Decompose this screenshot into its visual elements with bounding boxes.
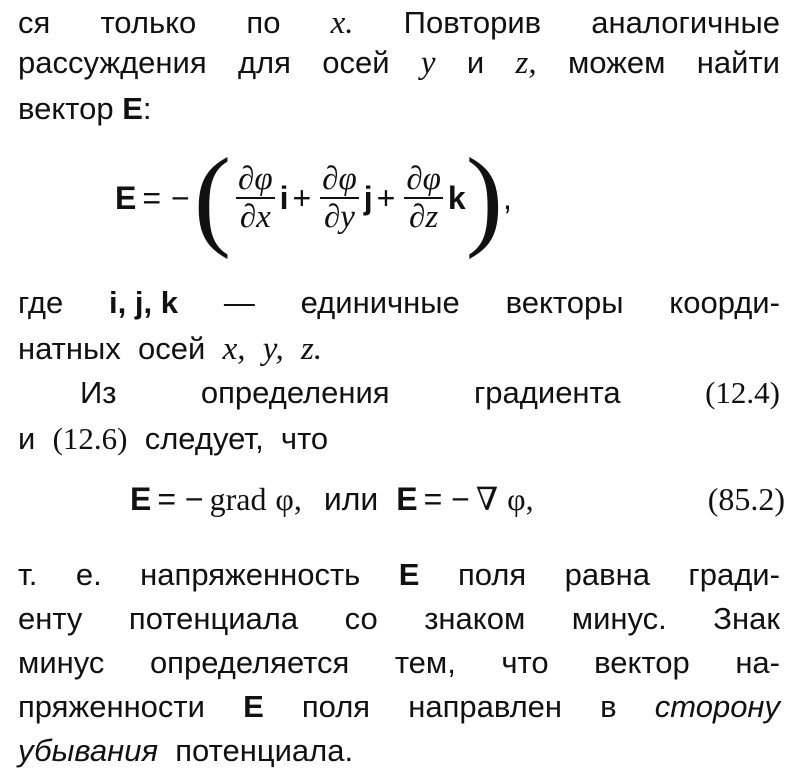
nabla-icon: ∇ bbox=[475, 481, 499, 517]
fraction-dphi-dx bbox=[236, 161, 275, 235]
word: со bbox=[344, 601, 378, 636]
word: натных bbox=[18, 331, 121, 366]
word: поля bbox=[301, 689, 371, 724]
text-line-12 bbox=[18, 728, 780, 774]
vector-E: E bbox=[398, 557, 420, 592]
word: векторы bbox=[505, 285, 624, 320]
word: по bbox=[246, 5, 281, 40]
vector-E: E bbox=[130, 481, 152, 517]
fraction-dphi-dy bbox=[320, 161, 359, 235]
equation-85-2 bbox=[130, 476, 785, 522]
word: потенциала. bbox=[175, 733, 354, 768]
phi: φ, bbox=[507, 481, 534, 517]
phi: φ, bbox=[275, 481, 302, 517]
word: только bbox=[100, 5, 197, 40]
text-line-4 bbox=[18, 280, 780, 326]
word: определяется bbox=[149, 645, 350, 680]
word: и bbox=[18, 421, 36, 456]
unit-vector-k: k bbox=[160, 285, 179, 320]
var-x: x, bbox=[222, 331, 246, 367]
unit-vectors bbox=[109, 280, 178, 326]
var-y: y, bbox=[262, 331, 284, 367]
word: потенциала bbox=[128, 601, 299, 636]
word: что bbox=[280, 421, 329, 456]
word: найти bbox=[696, 45, 780, 80]
equals-sign: = bbox=[142, 179, 162, 216]
word: е. bbox=[75, 557, 102, 592]
word: поля bbox=[457, 557, 527, 592]
word: аналогичные bbox=[591, 5, 780, 40]
plus-sign: + bbox=[292, 179, 312, 216]
unit-vector-j: j bbox=[363, 179, 373, 216]
var-y: y bbox=[420, 45, 436, 81]
eq-reference: (12.4) bbox=[705, 375, 780, 410]
text-line-8 bbox=[18, 552, 780, 598]
word: Повторив bbox=[403, 5, 542, 40]
denominator: ∂z bbox=[409, 199, 439, 235]
word: рассуждения bbox=[18, 45, 207, 80]
grad-operator: grad bbox=[209, 481, 267, 517]
word: знаком bbox=[424, 601, 526, 636]
word: вектор bbox=[18, 91, 114, 126]
word: минус. bbox=[571, 601, 667, 636]
word: коорди- bbox=[669, 285, 780, 320]
word: Из bbox=[80, 375, 117, 410]
word-or: или bbox=[323, 481, 379, 517]
text-line-3 bbox=[18, 86, 780, 132]
word: пряженности bbox=[18, 689, 205, 724]
word: на- bbox=[735, 645, 780, 680]
text-line-5 bbox=[18, 326, 780, 372]
word-italic: убывания bbox=[18, 733, 159, 768]
word-italic: сторону bbox=[654, 689, 780, 724]
unit-vector-k: k bbox=[447, 179, 466, 216]
word: осей bbox=[322, 45, 390, 80]
unit-vector-j: j, bbox=[134, 285, 153, 320]
text-line-11 bbox=[18, 684, 780, 730]
unit-vector-i: i bbox=[279, 179, 289, 216]
text-line-2 bbox=[18, 40, 780, 86]
word: определения bbox=[200, 375, 390, 410]
eq-reference: (12.6) bbox=[52, 421, 128, 456]
word: и bbox=[466, 45, 485, 80]
formula-E-gradient bbox=[115, 136, 512, 260]
word: минус bbox=[18, 645, 105, 680]
right-paren: ) bbox=[465, 136, 503, 260]
text-line-7 bbox=[18, 416, 780, 462]
plus-sign: + bbox=[376, 179, 396, 216]
var-x: x. bbox=[330, 5, 354, 41]
word: равна bbox=[564, 557, 650, 592]
fraction-dphi-dz bbox=[404, 161, 443, 235]
word: т. bbox=[18, 557, 38, 592]
text-line-9 bbox=[18, 596, 780, 642]
word: в bbox=[600, 689, 617, 724]
left-paren: ( bbox=[193, 136, 232, 260]
word: напряженность bbox=[140, 557, 361, 592]
numerator: ∂φ bbox=[238, 161, 273, 197]
text-line-6 bbox=[80, 370, 780, 416]
numerator: ∂φ bbox=[322, 161, 357, 197]
comma: , bbox=[503, 179, 512, 216]
equals-minus: = − bbox=[423, 481, 470, 517]
word: направлен bbox=[408, 689, 563, 724]
denominator: ∂x bbox=[239, 199, 271, 235]
word: можем bbox=[567, 45, 666, 80]
equals-minus: = − bbox=[157, 481, 204, 517]
word: следует, bbox=[144, 421, 264, 456]
word: градиента bbox=[474, 375, 621, 410]
word: единичные bbox=[300, 285, 460, 320]
minus-sign: − bbox=[171, 179, 190, 216]
word: для bbox=[237, 45, 291, 80]
denominator: ∂y bbox=[323, 199, 355, 235]
vector-E: E bbox=[243, 689, 264, 724]
unit-vector-i: i, bbox=[109, 285, 127, 320]
equation-number: (85.2) bbox=[707, 481, 785, 517]
word: где bbox=[18, 285, 64, 320]
vector-E: E bbox=[115, 179, 137, 216]
em-dash: — bbox=[223, 285, 255, 320]
vector-E: E bbox=[122, 91, 143, 126]
word: вектор bbox=[594, 645, 690, 680]
colon: : bbox=[142, 91, 152, 126]
var-z: z. bbox=[301, 331, 323, 367]
var-z: z, bbox=[515, 45, 537, 81]
word: ся bbox=[18, 5, 51, 40]
word: енту bbox=[18, 601, 83, 636]
vector-E: E bbox=[396, 481, 418, 517]
word: осей bbox=[138, 331, 206, 366]
numerator: ∂φ bbox=[406, 161, 441, 197]
text-line-10 bbox=[18, 640, 780, 686]
word: тем, bbox=[394, 645, 456, 680]
word: Знак bbox=[713, 601, 780, 636]
word: что bbox=[501, 645, 549, 680]
word: гради- bbox=[688, 557, 780, 592]
